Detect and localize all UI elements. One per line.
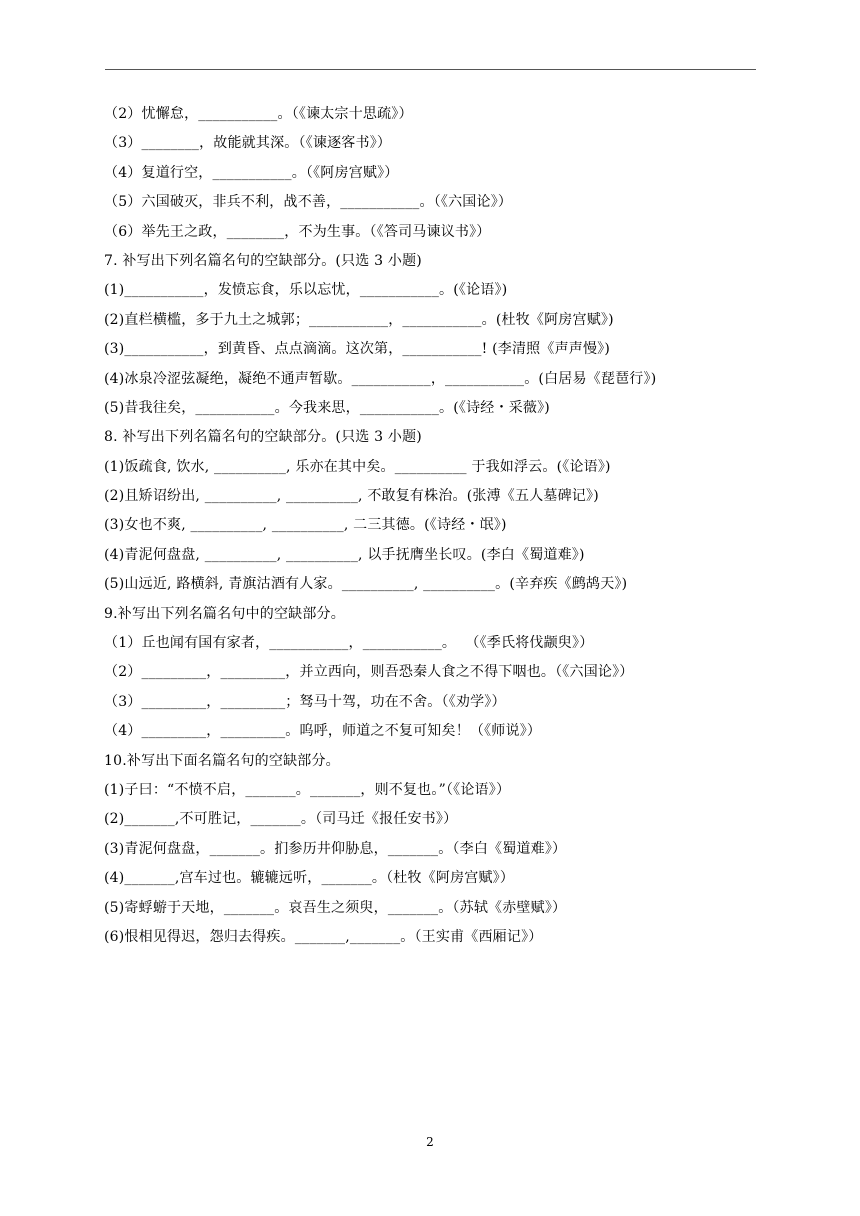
text-line: (5)昔我往矣，___________。今我来思，___________。(《诗经・采薇》)	[104, 399, 550, 416]
question-heading: 10.补写出下面名篇名句的空缺部分。	[104, 752, 340, 769]
text-line: （6）举先王之政，________，不为生事。（《答司马谏议书》）	[104, 223, 491, 240]
text-line: (3)女也不爽, __________, __________, 二三其德。(《诗经・氓》)	[104, 517, 507, 534]
text-line: (4)青泥何盘盘, __________, __________, 以手抚膺坐长叹。(李白《蜀道难》)	[104, 546, 585, 563]
header-rule	[105, 69, 756, 70]
text-line: (6)恨相见得迟，怨归去得疾。_______,_______。（王实甫《西厢记》）	[104, 928, 543, 945]
text-line: （2）忧懈怠，___________。（《谏太宗十思疏》）	[104, 106, 413, 122]
text-line: (1)___________，发愤忘食，乐以忘忧，___________。(《论语》)	[104, 282, 508, 299]
text-line: (2)直栏横槛，多于九土之城郭；___________，___________。(杜牧《阿房宫赋》)	[104, 311, 614, 328]
page-number: 2	[426, 1135, 434, 1149]
text-line: （5）六国破灭，非兵不利，战不善，___________。（《六国论》）	[104, 194, 513, 211]
text-line: (4)冰泉冷涩弦凝绝，凝绝不通声暂歇。___________，___________。(白居易《琵琶行》)	[104, 370, 657, 387]
text-line: （3）_________，_________；驽马十驾，功在不舍。（《劝学》）	[104, 693, 506, 710]
question-heading: 9.补写出下列名篇名句中的空缺部分。	[104, 605, 345, 622]
text-line: (4)_______,宫车过也。辘辘远听，_______。（杜牧《阿房宫赋》）	[104, 870, 515, 887]
text-line: （1）丘也闻有国有家者，___________，___________。 （《季氏将伐颛臾》）	[104, 635, 594, 652]
text-line: （3）________，故能就其深。（《谏逐客书》）	[104, 135, 392, 152]
text-line: (3)___________，到黄昏、点点滴滴。这次第，___________! (李清照《声声慢》)	[104, 341, 611, 358]
text-line: (5)寄蜉蝣于天地，_______。哀吾生之须臾，_______。（苏轼《赤壁赋》）	[104, 899, 567, 916]
question-heading: 8. 补写出下列名篇名句的空缺部分。(只选 3 小题)	[104, 429, 422, 446]
text-line: (1)饭疏食, 饮水, __________, 乐亦在其中矣。__________ 于我如浮云。(《论语》)	[104, 458, 611, 475]
question-heading: 7. 补写出下列名篇名句的空缺部分。(只选 3 小题)	[104, 252, 422, 269]
text-line: (1)子曰：“不愤不启，_______。_______，则不复也。”（《论语》）	[104, 781, 511, 798]
text-line: (5)山远近, 路横斜, 青旗沽酒有人家。__________, __________。(辛弃疾《鹧鸪天》)	[104, 576, 628, 593]
text-line: (3)青泥何盘盘，_______。扪参历井仰胁息，_______。（李白《蜀道难》）	[104, 840, 567, 857]
text-line: (2)_______,不可胜记，_______。（司马迁《报任安书》）	[104, 811, 458, 828]
text-line: （2）_________，_________，并立西向，则吾恐秦人食之不得下咽也。（《六国论》）	[104, 664, 634, 681]
text-line: （4）_________，_________。呜呼，师道之不复可知矣！（《师说》）	[104, 723, 542, 740]
text-line: (2)且矫诏纷出, __________, __________, 不敢复有株治。(张溥《五人墓碑记》)	[104, 488, 599, 505]
text-line: （4）复道行空，___________。（《阿房宫赋》）	[104, 164, 399, 181]
document-body	[104, 100, 764, 952]
